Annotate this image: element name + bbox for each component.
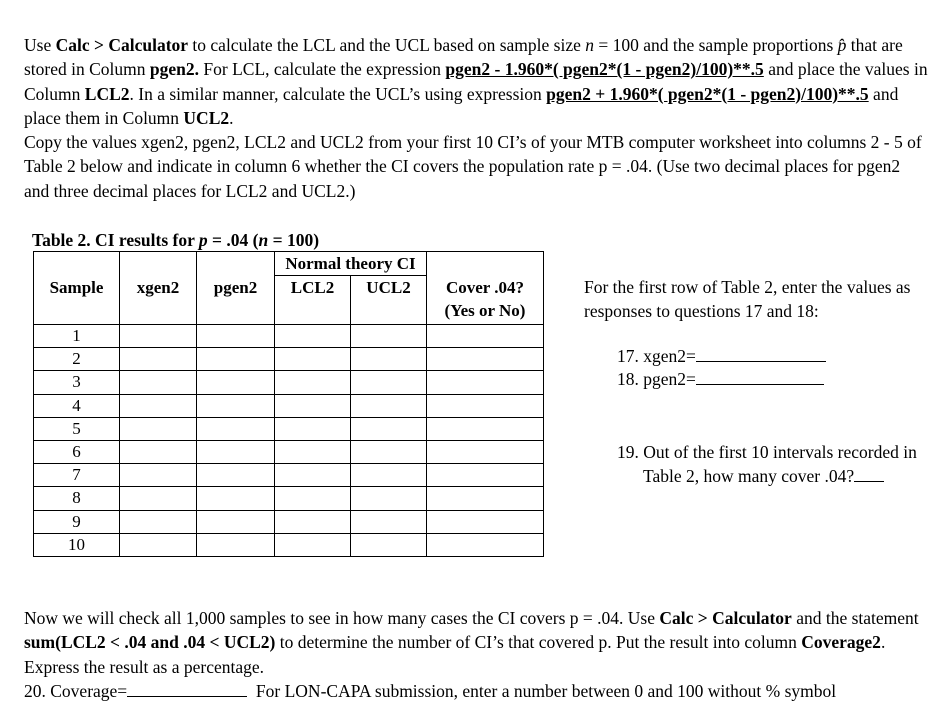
instruction-paragraph-1: Use Calc > Calculator to calculate the LCL and the UCL based on sample size n = 100 and the sample proportions p̂ that are stored in Column pgen2. For LCL, calculate the expression pgen2 - 1.960*( pgen2*(1 - pgen2)/100)**.5 and place the values in Column LCL2. In a similar manner, calculate the UCL’s using expression pgen2 + 1.960*( pgen2*(1 - pgen2)/100)**.5 and place them in Column UCL2.	[24, 35, 928, 128]
question-20: 20. Coverage= For LON-CAPA submission, enter a number between 0 and 100 without % symbol	[24, 680, 837, 701]
side-note: For the first row of Table 2, enter the values as responses to questions 17 and 18:	[584, 277, 911, 321]
table-row: 4	[34, 394, 544, 417]
col-header-lcl2: LCL2	[275, 276, 351, 325]
lon-capa-note: For LON-CAPA submission, enter a number between 0 and 100 without % symbol	[255, 680, 837, 701]
answer-blank-18[interactable]	[696, 369, 824, 385]
answer-blank-20[interactable]	[127, 681, 247, 697]
table-caption: Table 2. CI results for p = .04 (n = 100)	[32, 230, 320, 250]
group-header-normal-theory: Normal theory CI	[275, 252, 427, 276]
col-header-sample: Sample	[34, 276, 120, 325]
table-row: 5	[34, 417, 544, 440]
ci-results-table	[33, 251, 544, 557]
col-header-xgen2: xgen2	[120, 276, 197, 325]
table-row: 3	[34, 371, 544, 394]
table-row: 7	[34, 464, 544, 487]
instruction-paragraph-2: Copy the values xgen2, pgen2, LCL2 and UCL2 from your first 10 CI’s of your MTB computer worksheet into columns 2 - 5 of Table 2 below and indicate in column 6 whether the CI covers the population rate p = .04. (Use two decimal places for pgen2 and three decimal places for LCL2 and UCL2.)	[24, 132, 922, 201]
table-row: 2	[34, 348, 544, 371]
coverage-block	[24, 606, 929, 712]
table-row: 9	[34, 510, 544, 533]
ucl-expression: pgen2 + 1.960*( pgen2*(1 - pgen2)/100)**.5	[546, 83, 869, 104]
question-19: 19. Out of the first 10 intervals recorded in Table 2, how many cover .04?	[617, 442, 917, 486]
question-18: 18. pgen2=	[617, 368, 824, 392]
table-row: 6	[34, 440, 544, 463]
table-row: 10	[34, 533, 544, 556]
question-17: 17. xgen2=	[617, 345, 826, 369]
instructions-block	[24, 33, 929, 203]
table-row: 1	[34, 325, 544, 348]
lcl-expression: pgen2 - 1.960*( pgen2*(1 - pgen2)/100)**.5	[445, 59, 764, 80]
table-row: 8	[34, 487, 544, 510]
coverage-paragraph: Now we will check all 1,000 samples to see in how many cases the CI covers p = .04. Use Calc > Calculator and the statement sum(LCL2 < .04 and .04 < UCL2) to determine the number of CI’s that covered p. Put the result into column Coverage2. Express the result as a percentage.	[24, 608, 919, 677]
col-header-pgen2: pgen2	[197, 276, 275, 325]
answer-blank-19[interactable]	[854, 466, 884, 482]
answer-blank-17[interactable]	[696, 346, 826, 362]
col-header-ucl2: UCL2	[351, 276, 427, 325]
col-header-cover: Cover .04? (Yes or No)	[427, 276, 544, 325]
